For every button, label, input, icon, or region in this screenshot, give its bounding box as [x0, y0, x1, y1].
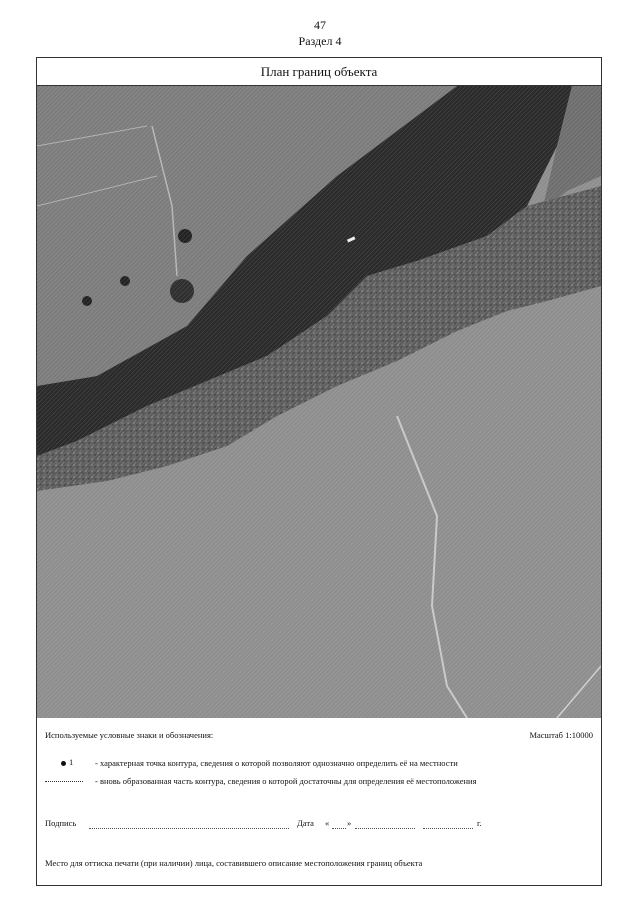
year-suffix: г. — [477, 818, 482, 828]
map-scale: Масштаб 1:10000 — [529, 730, 593, 740]
point-dot-icon — [61, 761, 66, 766]
date-quote-open: « — [325, 818, 330, 828]
point-number: 1 — [69, 757, 74, 767]
legend-item-text: - вновь образованная часть контура, сведения о которой достаточны для определения её местоположения — [95, 776, 477, 786]
date-quote-close: » — [347, 818, 352, 828]
signature-label: Подпись — [45, 818, 77, 828]
document-frame — [36, 57, 602, 886]
signature-line — [89, 828, 289, 829]
day-line — [332, 828, 346, 829]
month-line — [355, 828, 415, 829]
legend-item-text: - характерная точка контура, сведения о которой позволяют однозначно определить её на местности — [95, 758, 458, 768]
aerial-photo — [37, 86, 601, 718]
page-number: 47 — [314, 18, 326, 32]
dotted-line-icon — [45, 781, 83, 782]
aerial-map — [37, 86, 601, 718]
plan-title: План границ объекта — [37, 58, 601, 86]
date-label: Дата — [297, 818, 314, 828]
section-title: Раздел 4 — [298, 34, 342, 48]
stamp-placeholder-text: Место для оттиска печати (при наличии) лица, составившего описание местоположения границ объекта — [45, 858, 423, 868]
year-line — [423, 828, 473, 829]
legend-title: Используемые условные знаки и обозначения: — [45, 730, 214, 740]
signature-row — [45, 818, 593, 832]
legend-section — [37, 718, 601, 887]
